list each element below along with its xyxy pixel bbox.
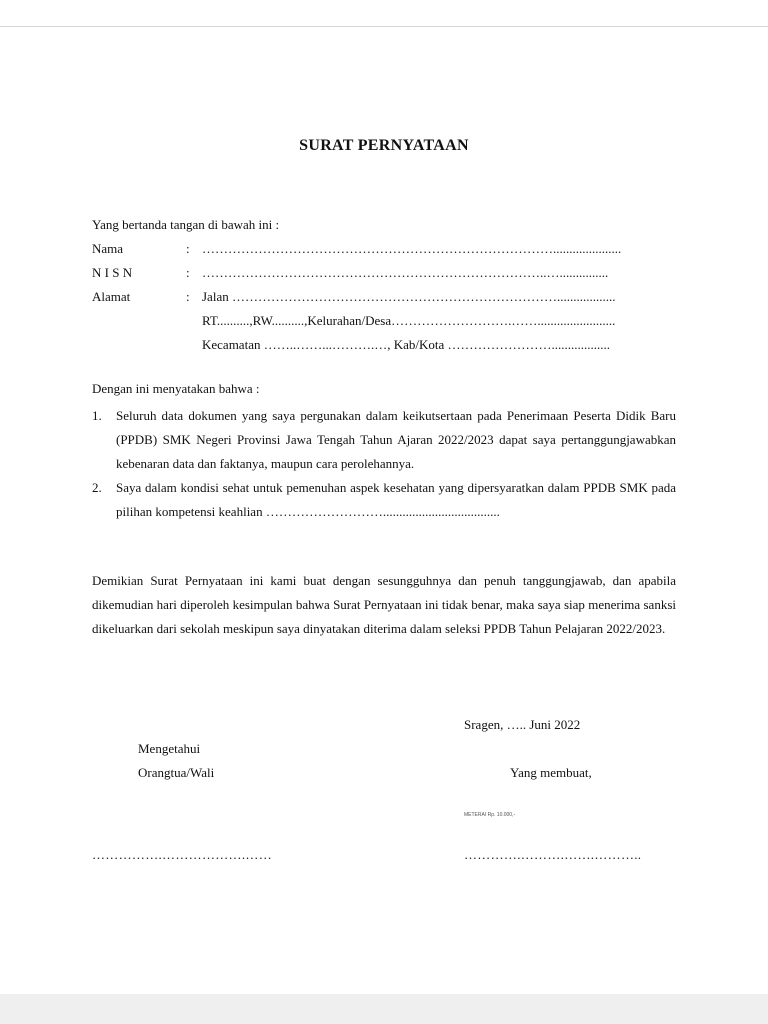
alamat-colon: : (186, 289, 190, 304)
alamat-jalan-field: Jalan ………………………………………………………………….................. (202, 289, 616, 304)
nama-colon: : (186, 241, 190, 256)
list-item (92, 404, 676, 476)
viewer-top-bar (0, 0, 768, 27)
nama-label: Nama (92, 241, 124, 256)
statement-intro: Dengan ini menyatakan bahwa : (92, 381, 260, 396)
list-item-number: 1. (92, 408, 102, 423)
closing-paragraph: Demikian Surat Pernyataan ini kami buat dengan sesungguhnya dan penuh tanggungjawab, dan apabila dikemudian hari diperoleh kesimpulan bahwa Surat Pernyataan ini tidak benar, maka saya siap menerima sanksi dikeluarkan dari sekolah meskipun saya dinyatakan diterima dalam seleksi PPDB Tahun Pelajaran 2022/2023. (92, 573, 676, 636)
list-item-text: Seluruh data dokumen yang saya pergunakan dalam keikutsertaan pada Penerimaan Peserta Didik Baru (PPDB) SMK Negeri Provinsi Jawa Tengah Tahun Ajaran 2022/2023 dapat saya pertanggungjawabkan kebenaran data dan faktanya, maupun cara perolehannya. (116, 408, 676, 471)
alamat-rt-rw-field: RT..........,RW..........,Kelurahan/Desa……………………….……........................ (202, 313, 616, 328)
intro-text: Yang bertanda tangan di bawah ini : (92, 217, 280, 232)
nisn-label: N I S N (92, 265, 133, 280)
document-title: SURAT PERNYATAAN (299, 137, 469, 154)
guardian-label: Orangtua/Wali (138, 765, 215, 780)
known-by-label: Mengetahui (138, 741, 201, 756)
nisn-field: ……………………………………………………………………..…............... (202, 265, 609, 280)
alamat-label: Alamat (92, 289, 131, 304)
maker-signature-line: ………….……….…….……….. (464, 847, 642, 862)
list-item-number: 2. (92, 480, 102, 495)
stamp-duty-note: METERAI Rp. 10.000,- (464, 812, 516, 818)
nama-field: ………………………………………………………………………..................... (202, 241, 622, 256)
document-page (0, 27, 768, 994)
viewer-bottom-bar (0, 994, 768, 1024)
nisn-colon: : (186, 265, 190, 280)
list-item (92, 476, 676, 524)
list-item-text: Saya dalam kondisi sehat untuk pemenuhan aspek kesehatan yang dipersyaratkan dalam PPDB SMK pada pilihan kompetensi keahlian ……………………….................................... (116, 480, 676, 519)
statement-list (92, 404, 676, 524)
place-date: Sragen, ….. Juni 2022 (464, 717, 581, 732)
guardian-signature-line: …………….……………….…… (92, 847, 272, 862)
maker-label: Yang membuat, (510, 765, 592, 780)
alamat-kecamatan-field: Kecamatan ……..……...……….…, Kab/Kota …………………….................. (202, 337, 611, 352)
